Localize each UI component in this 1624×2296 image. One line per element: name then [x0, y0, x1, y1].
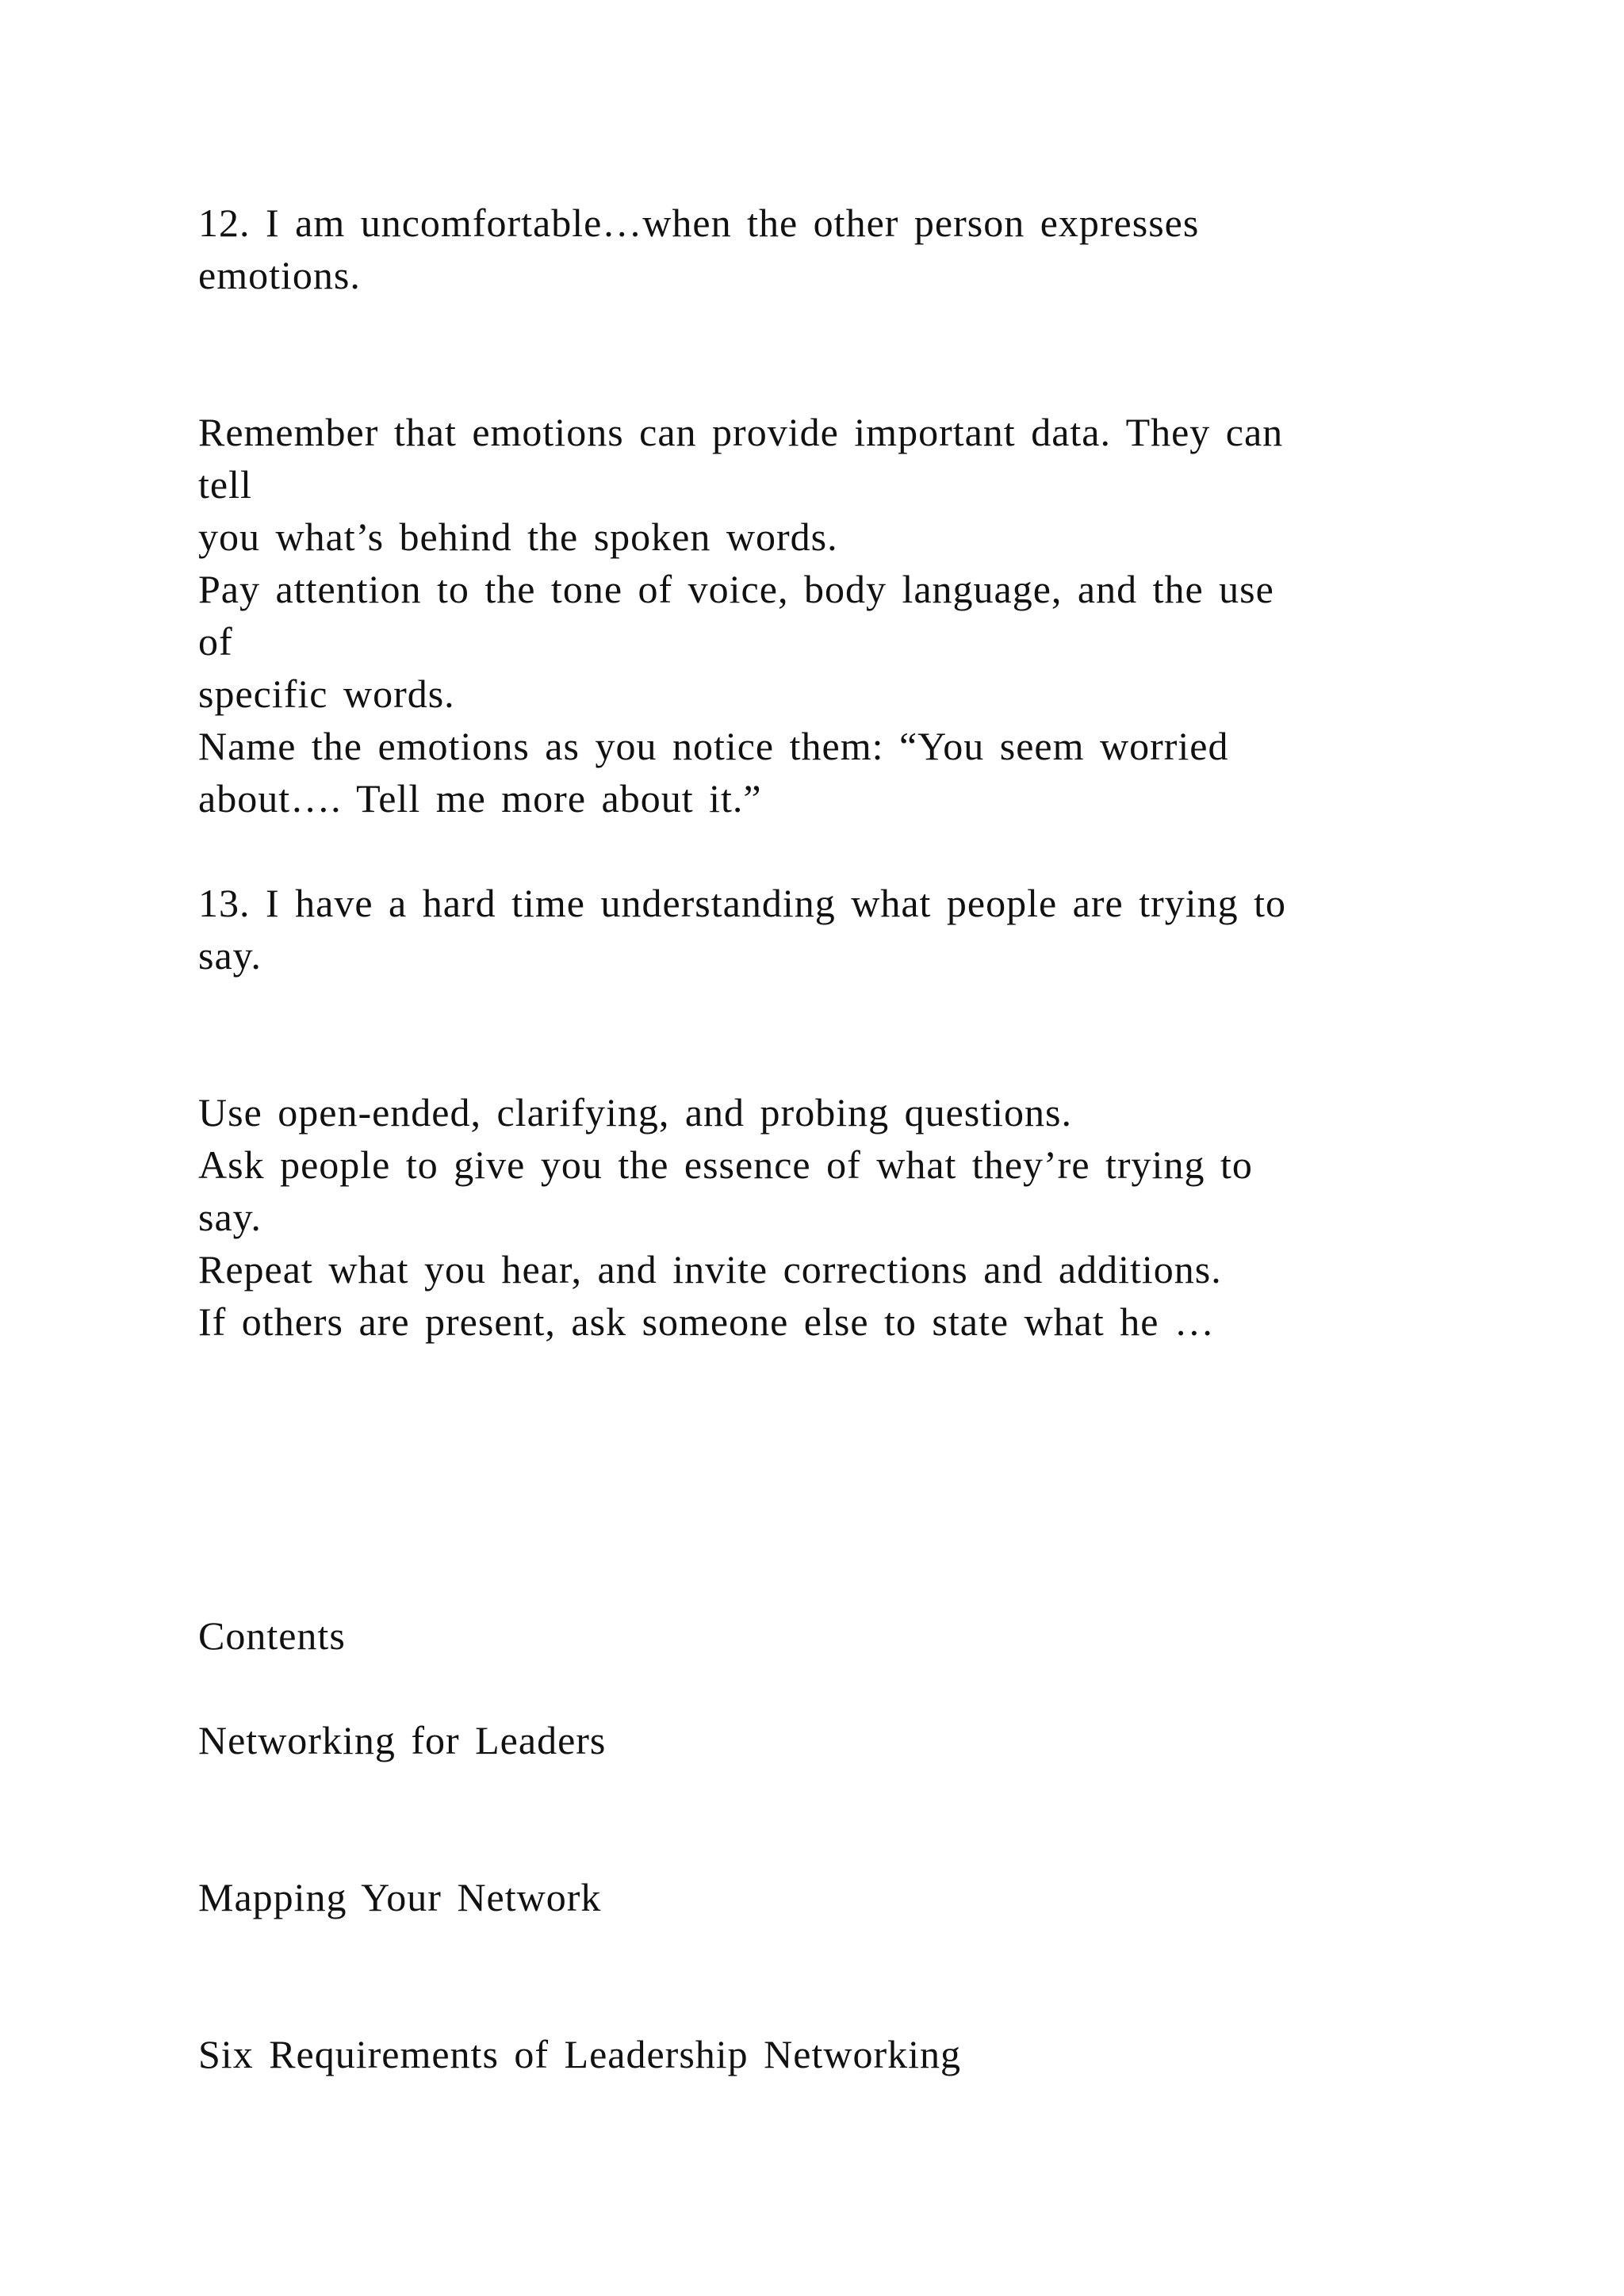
contents-item-mapping-your-network: Mapping Your Network [198, 1875, 602, 1919]
tip-line-2: tell [198, 462, 252, 507]
tip-13-line-4: Repeat what you hear, and invite corrections and additions. [198, 1247, 1222, 1292]
question-13-line-1: 13. I have a hard time understanding what people are trying to [198, 881, 1287, 925]
question-12-line-1: 12. I am uncomfortable…when the other person expresses [198, 201, 1200, 245]
tip-line-1: Remember that emotions can provide important data. They can [198, 410, 1284, 454]
tip-line-5: of [198, 619, 233, 664]
question-13-line-2: say. [198, 933, 262, 978]
tip-13-line-3: say. [198, 1195, 262, 1239]
tip-13-line-1: Use open-ended, clarifying, and probing questions. [198, 1090, 1072, 1135]
tip-line-3: you what’s behind the spoken words. [198, 515, 838, 559]
tip-line-4: Pay attention to the tone of voice, body language, and the use [198, 567, 1274, 611]
contents-heading: Contents [198, 1613, 346, 1658]
tip-line-6: specific words. [198, 672, 455, 716]
tip-13-line-2: Ask people to give you the essence of what they’re trying to [198, 1142, 1253, 1187]
tip-13-line-5: If others are present, ask someone else to state what he … [198, 1299, 1215, 1344]
contents-item-six-requirements: Six Requirements of Leadership Networking [198, 2032, 962, 2076]
tip-line-8: about…. Tell me more about it.” [198, 776, 762, 821]
contents-item-networking-for-leaders: Networking for Leaders [198, 1718, 607, 1762]
question-12-line-2: emotions. [198, 253, 361, 297]
tip-line-7: Name the emotions as you notice them: “You seem worried [198, 724, 1229, 768]
